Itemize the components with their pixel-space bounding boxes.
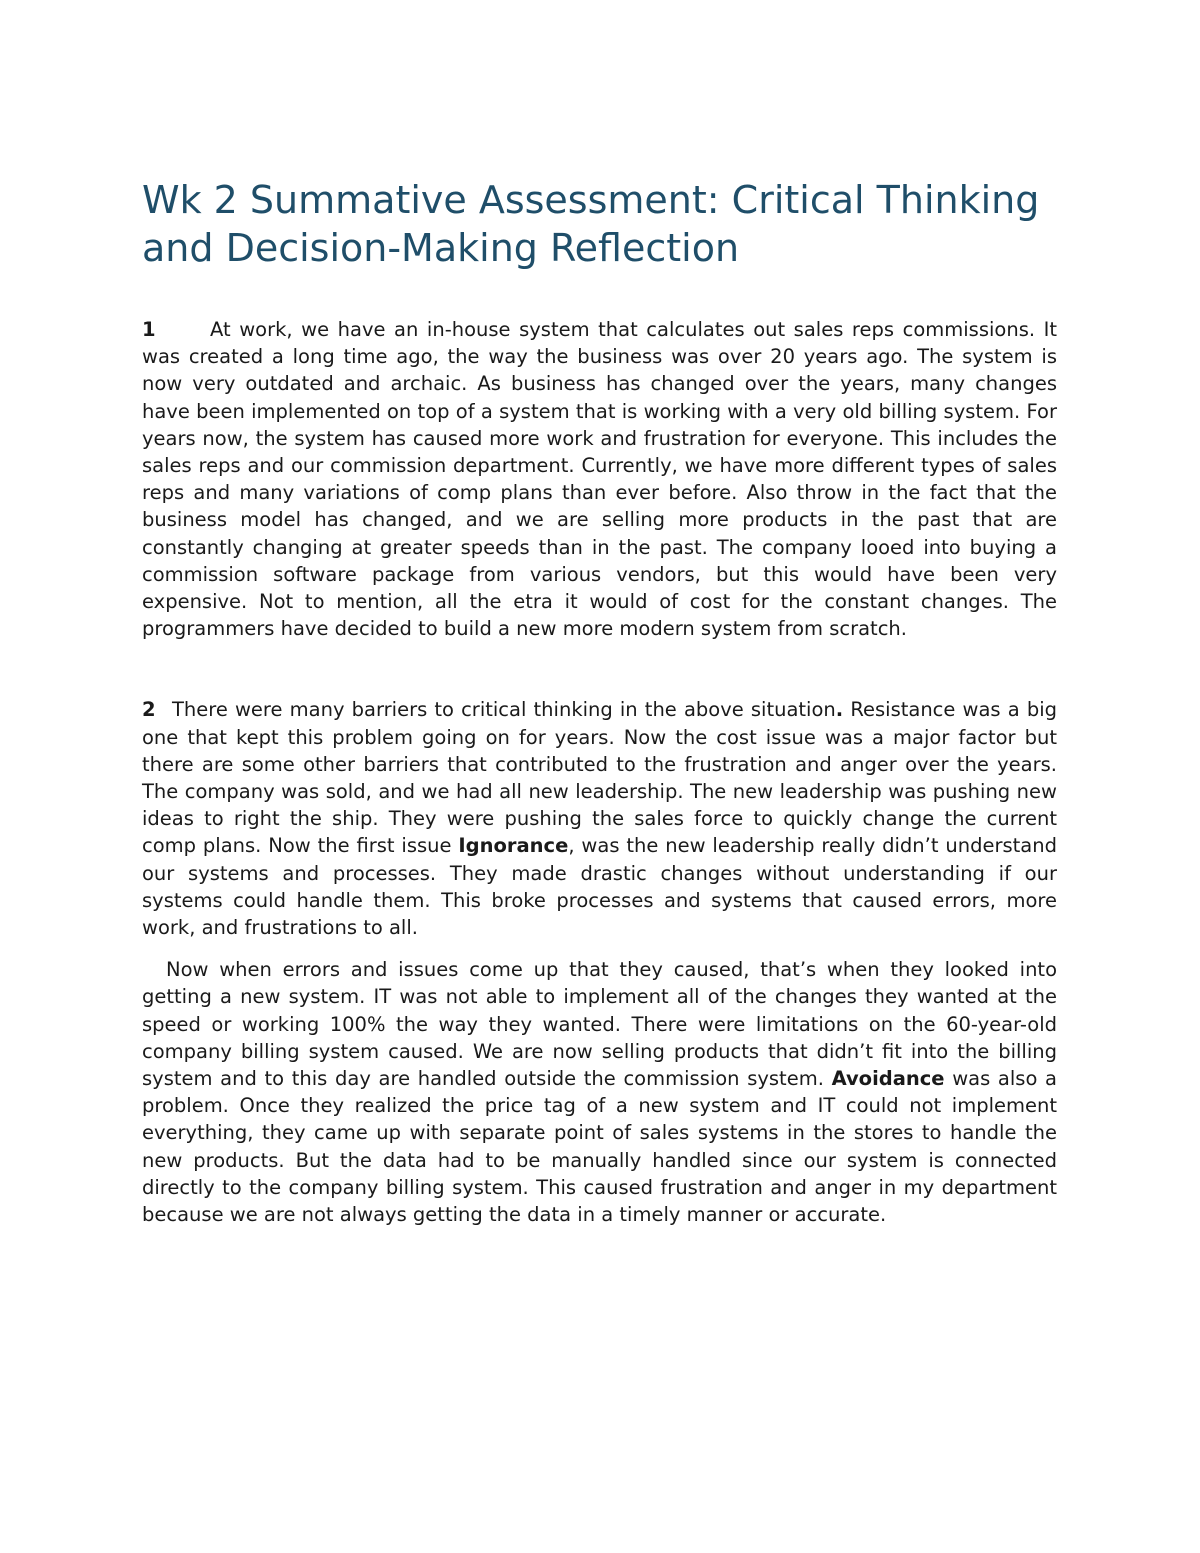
paragraph-3-text-b: was also a problem. Once they realized the price tag of a new system and IT could not implement everything, they came up with separate point of sales systems in the stores to handle the new products. But the data had to be manually handled since our system is connected directly to the company billing system. This caused frustration and anger in my department because we are not always getting the data in a timely manner or accurate.: [142, 1067, 1058, 1227]
paragraph-2-text-b: Resistance was a big one that kept this problem going on for years. Now the cost issue was a major factor but there are some other barriers that contributed to the frustration and anger over the years. The company was sold, and we had all new leadership. The new leadership was pushing new ideas to right the ship. They were pushing the sales force to quickly change the current comp plans. Now the first issue: [142, 698, 1057, 858]
paragraph-2-period: .: [835, 698, 844, 722]
paragraph-1-text: At work, we have an in-house system that calculates out sales reps commissions. It was created a long time ago, the way the business was over 20 years ago. The system is now very outdated and archaic. As business has changed over the years, many changes have been implemented on top of a system that is working with a very old billing system. For years now, the system has caused more work and frustration for everyone. This includes the sales reps and our commission department. Currently, we have more different types of sales reps and many variations of comp plans than ever before. Also throw in the fact that the business model has changed, and we are selling more products in the past that are constantly changing at greater speeds than in the past. The company looed into buying a commission software package from various vendors, but this would have been very expensive. Not to mention, all the etra it would of cost for the constant changes. The programmers have decided to build a new more modern system from scratch.: [142, 318, 1057, 641]
paragraph-3: [142, 956, 1057, 1228]
paragraph-1: [142, 316, 1057, 642]
paragraph-2: [142, 696, 1057, 941]
paragraph-2-text-a: There were many barriers to critical thinking in the above situation: [172, 698, 836, 722]
term-ignorance: Ignorance: [458, 834, 569, 858]
document-page: [142, 176, 1057, 1228]
paragraph-2-text-c: , was the new leadership really didn’t understand our systems and processes. They made drastic changes without understanding if our systems could handle them. This broke processes and systems that caused errors, more work, and frustrations to all.: [142, 834, 1057, 940]
document-title: Wk 2 Summative Assessment: Critical Thinking and Decision-Making Reflection: [142, 178, 1040, 270]
term-avoidance: Avoidance: [831, 1067, 945, 1091]
paragraph-3-text-a: Now when errors and issues come up that they caused, that’s when they looked into getting a new system. IT was not able to implement all of the changes they wanted at the speed or working 100% the way they wanted. There were limitations on the 60-year-old company billing system caused. We are now selling products that didn’t fit into the billing system and to this day are handled outside the commission system.: [142, 958, 1057, 1091]
section-number-2: 2: [142, 698, 156, 722]
section-number-1: 1: [142, 318, 156, 341]
